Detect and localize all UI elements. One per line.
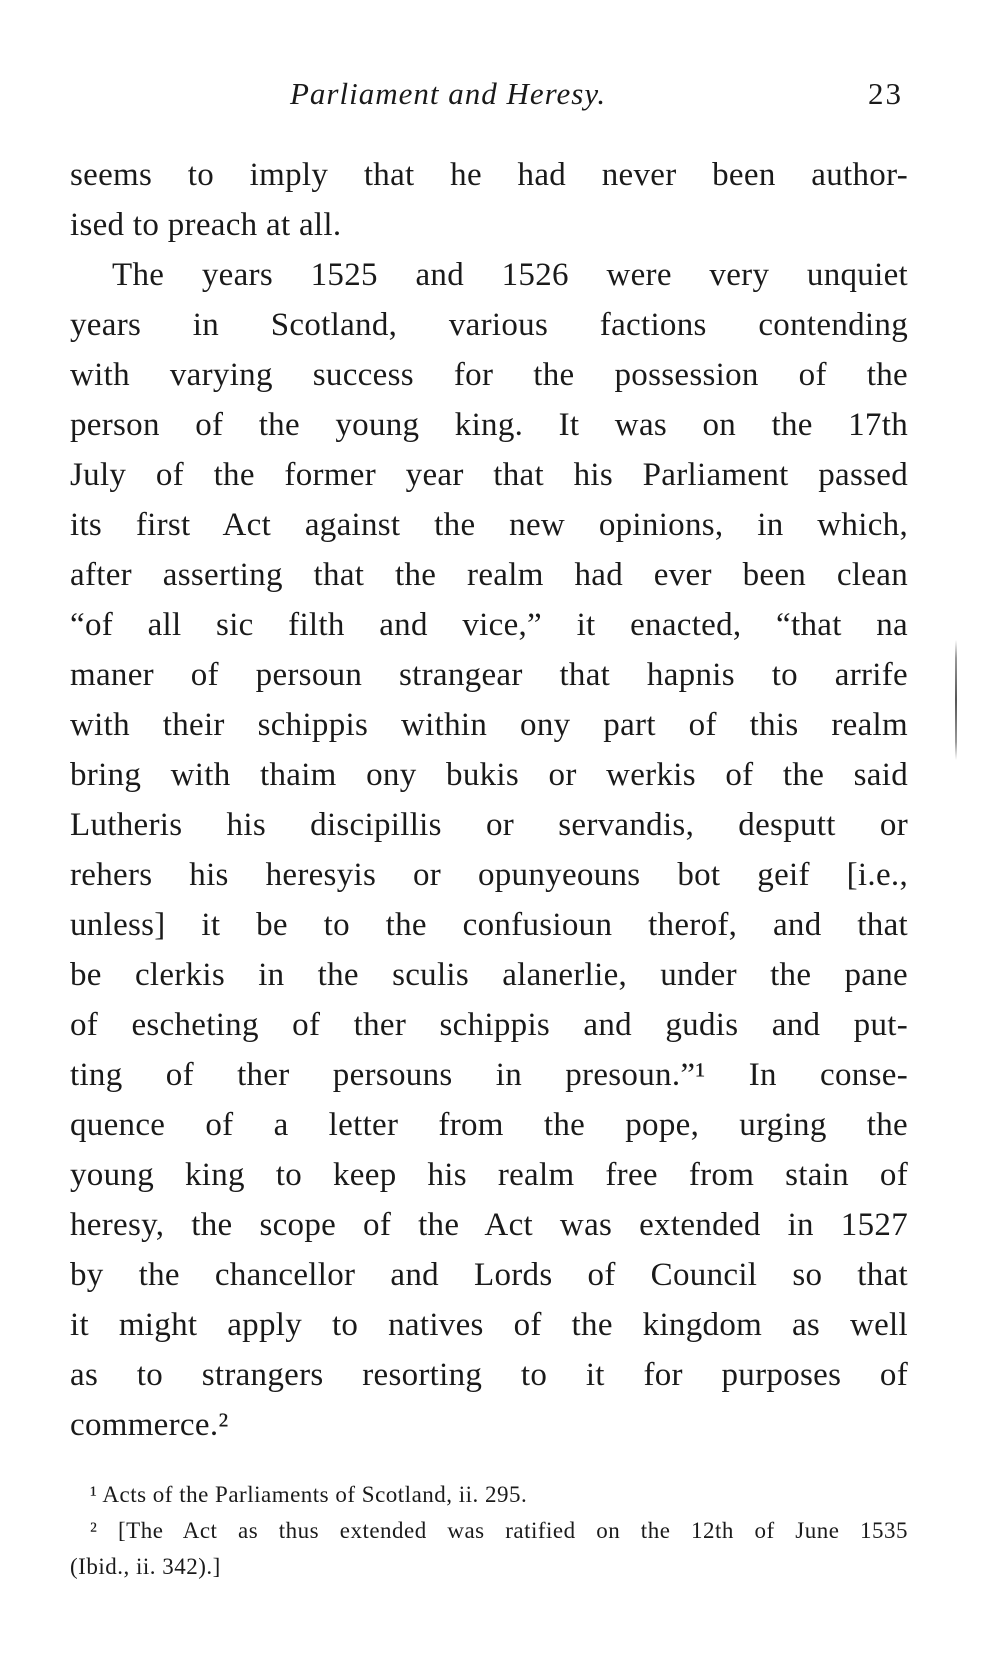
margin-mark xyxy=(955,640,957,760)
text-line: years in Scotland, various factions contending xyxy=(70,307,908,343)
text-line: rehers his heresyis or opunyeouns bot geif [i.e., xyxy=(70,857,908,893)
footnote-1: ¹ Acts of the Parliaments of Scotland, ii. 295. xyxy=(90,1482,528,1507)
text-line: with their schippis within ony part of this realm xyxy=(70,707,908,743)
text-line: commerce.² xyxy=(70,1407,229,1443)
text-line: Lutheris his discipillis or servandis, desputt or xyxy=(70,807,908,843)
text-line: young king to keep his realm free from stain of xyxy=(70,1157,908,1193)
text-line: bring with thaim ony bukis or werkis of the said xyxy=(70,757,908,793)
text-line: unless] it be to the confusioun therof, and that xyxy=(70,907,908,943)
text-line: it might apply to natives of the kingdom as well xyxy=(70,1307,908,1343)
page-header xyxy=(0,68,1000,118)
body-text xyxy=(70,150,908,1450)
text-line: be clerkis in the sculis alanerlie, under the pane xyxy=(70,957,908,993)
text-line: its first Act against the new opinions, in which, xyxy=(70,507,908,543)
text-line: “of all sic filth and vice,” it enacted, “that na xyxy=(70,607,908,643)
text-line: heresy, the scope of the Act was extended in 1527 xyxy=(70,1207,908,1243)
text-line: ting of ther persouns in presoun.”¹ In conse- xyxy=(70,1057,908,1093)
footnote-2-continued: (Ibid., ii. 342).] xyxy=(70,1554,221,1579)
footnotes xyxy=(70,1477,908,1585)
text-line: after asserting that the realm had ever been clean xyxy=(70,557,908,593)
text-line: The years 1525 and 1526 were very unquiet xyxy=(112,257,908,293)
footnote-2: ² [The Act as thus extended was ratified on the 12th of June 1535 xyxy=(90,1518,908,1543)
text-line: with varying success for the possession of the xyxy=(70,357,908,393)
text-line: quence of a letter from the pope, urging the xyxy=(70,1107,908,1143)
page-number: 23 xyxy=(868,76,903,111)
text-line: person of the young king. It was on the 17th xyxy=(70,407,908,443)
text-line: by the chancellor and Lords of Council so that xyxy=(70,1257,908,1293)
text-line: of escheting of ther schippis and gudis and put- xyxy=(70,1007,908,1043)
text-line: seems to imply that he had never been author- xyxy=(70,157,908,193)
text-line: ised to preach at all. xyxy=(70,207,342,243)
text-line: as to strangers resorting to it for purposes of xyxy=(70,1357,908,1393)
running-title: Parliament and Heresy. xyxy=(290,76,607,111)
text-line: July of the former year that his Parliament passed xyxy=(70,457,908,493)
text-line: maner of persoun strangear that hapnis to arrife xyxy=(70,657,908,693)
